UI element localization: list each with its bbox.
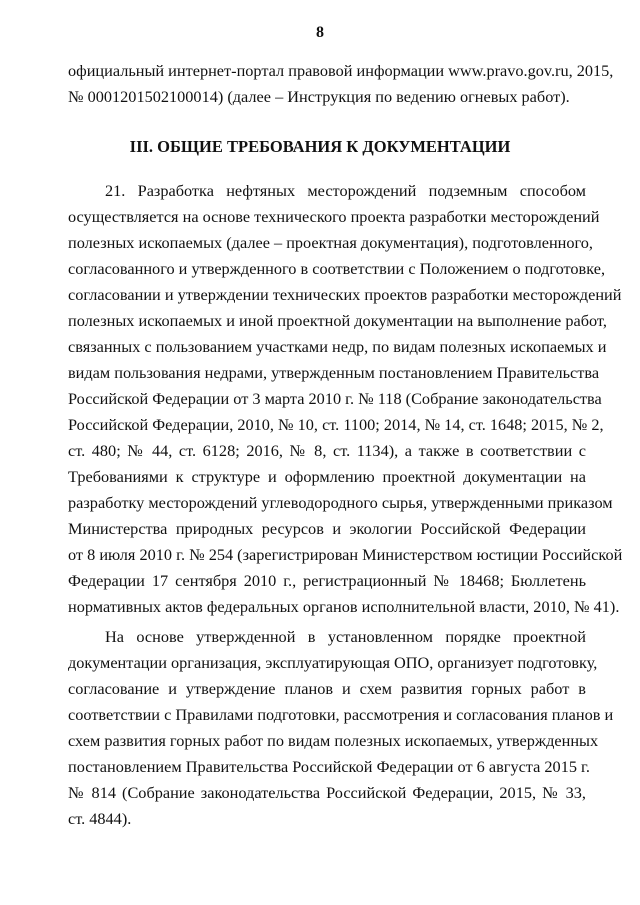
paragraph-line: нормативных актов федеральных органов исполнительной власти, 2010, № 41). [68, 597, 620, 616]
paragraph-line: согласование и утверждение планов и схем развития горных работ в [68, 679, 586, 698]
paragraph-line: осуществляется на основе технического проекта разработки месторождений [68, 207, 600, 226]
paragraph-line: Министерства природных ресурсов и экологии Российской Федерации [68, 519, 586, 538]
paragraph-line: полезных ископаемых (далее – проектная документация), подготовленного, [68, 233, 593, 252]
paragraph-line: связанных с пользованием участками недр, по видам полезных ископаемых и [68, 337, 607, 356]
section-heading: III. ОБЩИЕ ТРЕБОВАНИЯ К ДОКУМЕНТАЦИИ [129, 137, 511, 156]
paragraph-line: № 814 (Собрание законодательства Российской Федерации, 2015, № 33, [68, 783, 586, 802]
paragraph-line: полезных ископаемых и иной проектной документации на выполнение работ, [68, 311, 607, 330]
page-number: 8 [316, 24, 324, 41]
paragraph-line: документации организация, эксплуатирующая ОПО, организует подготовку, [68, 653, 598, 672]
paragraph-line: постановлением Правительства Российской Федерации от 6 августа 2015 г. [68, 757, 590, 776]
paragraph-line: видам пользования недрами, утвержденным постановлением Правительства [68, 363, 600, 382]
intro-line: официальный интернет-портал правовой информации www.pravo.gov.ru, 2015, [68, 61, 614, 80]
paragraph-line: Требованиями к структуре и оформлению проектной документации на [68, 467, 586, 486]
paragraph-line: схем развития горных работ по видам полезных ископаемых, утвержденных [68, 731, 599, 750]
paragraph-line: ст. 4844). [68, 809, 132, 828]
paragraph-line: ст. 480; № 44, ст. 6128; 2016, № 8, ст. 1134), а также в соответствии с [68, 441, 586, 460]
paragraph-line: согласовании и утверждении технических проектов разработки месторождений [68, 285, 622, 304]
paragraph-line: На основе утвержденной в установленном порядке проектной [105, 627, 586, 646]
paragraph-line: от 8 июля 2010 г. № 254 (зарегистрирован Министерством юстиции Российской [68, 545, 623, 564]
paragraph-line: Российской Федерации от 3 марта 2010 г. № 118 (Собрание законодательства [68, 389, 602, 408]
paragraph-line: соответствии с Правилами подготовки, рассмотрения и согласования планов и [68, 705, 614, 724]
paragraph-line: Российской Федерации, 2010, № 10, ст. 1100; 2014, № 14, ст. 1648; 2015, № 2, [68, 415, 604, 434]
paragraph-line: 21. Разработка нефтяных месторождений подземным способом [105, 181, 586, 200]
paragraph-line: разработку месторождений углеводородного сырья, утвержденными приказом [68, 493, 613, 512]
intro-line: № 0001201502100014) (далее – Инструкция по ведению огневых работ). [68, 87, 570, 106]
paragraph-line: согласованного и утвержденного в соответствии с Положением о подготовке, [68, 259, 606, 278]
paragraph-line: Федерации 17 сентября 2010 г., регистрационный № 18468; Бюллетень [68, 571, 586, 590]
